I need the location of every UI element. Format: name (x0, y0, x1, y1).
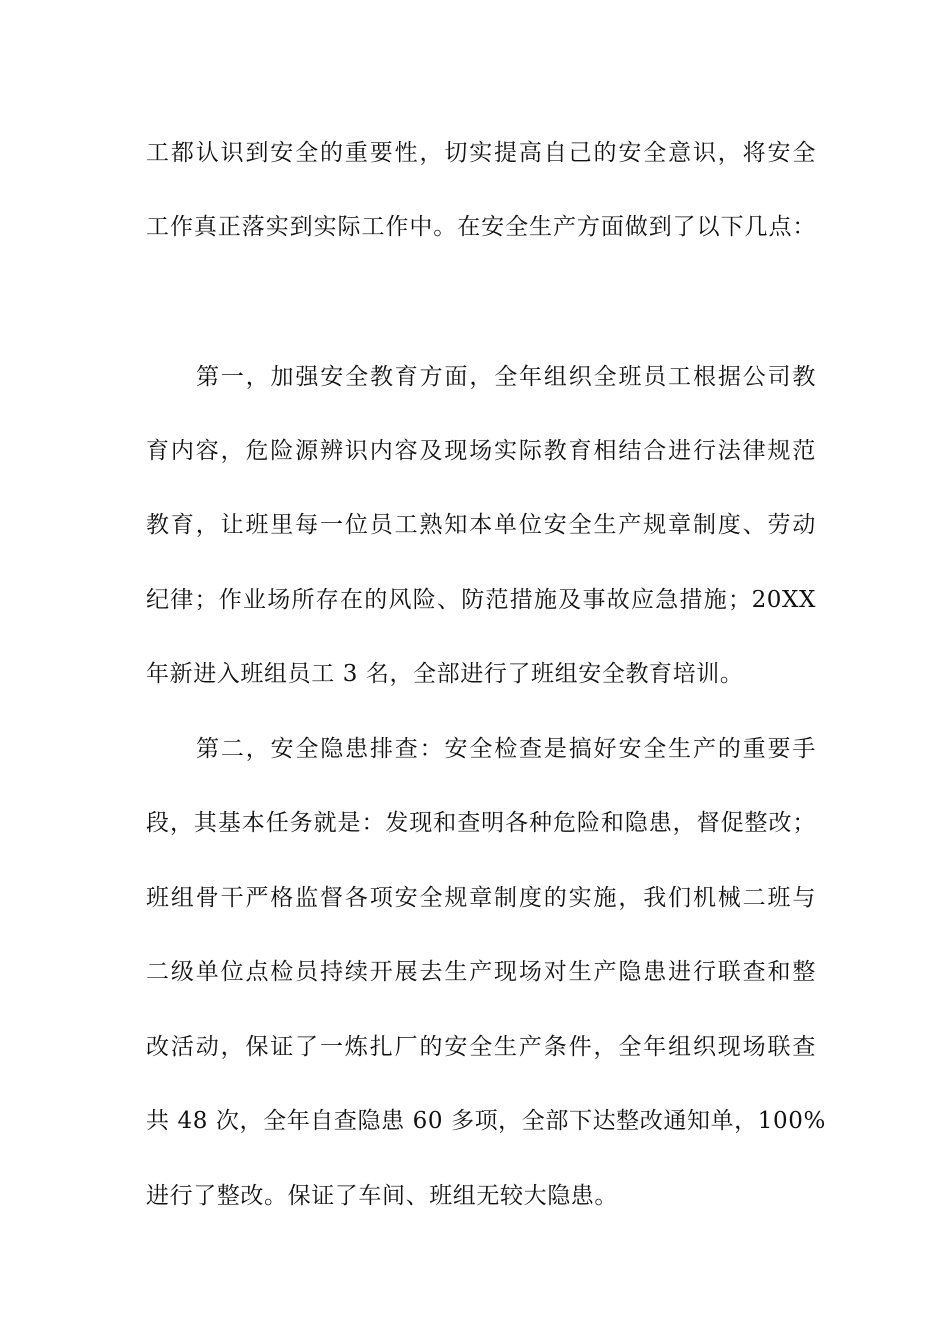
paragraph-line: 班组骨干严格监督各项安全规章制度的实施，我们机械二班与 (146, 885, 816, 911)
paragraph-line-indented: 第二，安全隐患排查：安全检查是搞好安全生产的重要手 (196, 736, 816, 762)
paragraph-line-indented: 第一，加强安全教育方面，全年组织全班员工根据公司教 (196, 364, 816, 390)
paragraph-line: 改活动，保证了一炼扎厂的安全生产条件，全年组织现场联查 (146, 1034, 816, 1060)
paragraph-line: 共 48 次，全年自查隐患 60 多项，全部下达整改通知单，100% (146, 1108, 826, 1134)
paragraph-line: 纪律；作业场所存在的风险、防范措施及事故应急措施；20XX (146, 587, 816, 613)
paragraph-line: 工都认识到安全的重要性，切实提高自己的安全意识，将安全 (146, 140, 816, 166)
paragraph-line: 育内容，危险源辨识内容及现场实际教育相结合进行法律规范 (146, 438, 816, 464)
paragraph-line: 二级单位点检员持续开展去生产现场对生产隐患进行联查和整 (146, 959, 816, 985)
paragraph-line: 年新进入班组员工 3 名，全部进行了班组安全教育培训。 (146, 661, 744, 687)
paragraph-line: 教育，让班里每一位员工熟知本单位安全生产规章制度、劳动 (146, 512, 816, 538)
paragraph-line: 工作真正落实到实际工作中。在安全生产方面做到了以下几点： (146, 214, 816, 240)
paragraph-line: 进行了整改。保证了车间、班组无较大隐患。 (146, 1183, 618, 1209)
paragraph-line: 段，其基本任务就是：发现和查明各种危险和隐患，督促整改； (146, 810, 816, 836)
